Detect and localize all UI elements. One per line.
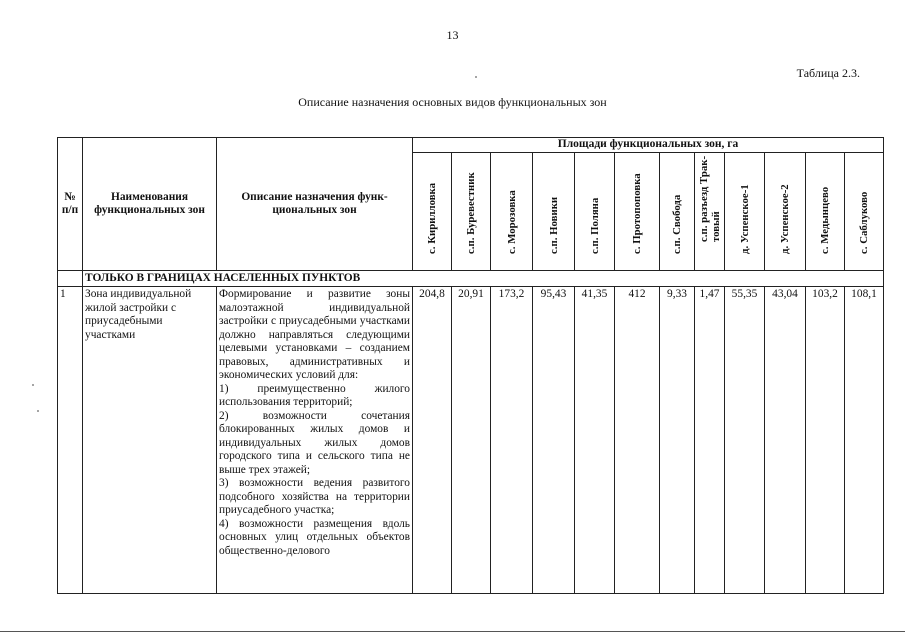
header-zone-description: Описание назначения функ-циональных зон — [217, 138, 413, 271]
settlement-header: с.п. Свобода — [671, 194, 683, 254]
functional-zones-table — [57, 137, 884, 594]
scan-speck — [32, 384, 34, 386]
area-value: 103,2 — [806, 287, 845, 594]
table-title: Описание назначения основных видов функциональных зон — [298, 95, 607, 109]
description-paragraph: 4) возможности размещения вдоль основных улиц отдельных объектов общественно-делового — [219, 517, 410, 557]
area-value: 9,33 — [660, 287, 695, 594]
area-value: 95,43 — [533, 287, 575, 594]
description-paragraph: Формирование и развитие зоны малоэтажной индивидуальной застройки с приусадебными участками должно направляться следующими целевыми установками – созданием правовых, административных и экономических условий для: — [219, 288, 410, 381]
settlement-header: с. Саблуково — [858, 191, 870, 254]
zone-name: Зона индивидуальной жилой застройки с приусадебными участками — [83, 287, 217, 594]
area-value: 20,91 — [452, 287, 491, 594]
table-caption: Таблица 2.3. — [796, 66, 860, 80]
description-paragraph: 1) преимущественно жилого использования территорий; — [219, 382, 410, 408]
settlement-header: с.п. Поляна — [588, 197, 601, 254]
header-zone-name: Наименования функциональных зон — [83, 138, 217, 271]
header-number: № п/п — [58, 138, 83, 271]
area-value: 204,8 — [413, 287, 452, 594]
settlement-header: с.п. Новики — [547, 196, 560, 254]
section-heading: ТОЛЬКО В ГРАНИЦАХ НАСЕЛЕННЫХ ПУНКТОВ — [83, 271, 884, 287]
settlement-header: с. Протопоповка — [631, 173, 643, 254]
settlement-header: с. Морозовка — [505, 190, 518, 254]
row-number: 1 — [58, 287, 83, 594]
scan-speck — [37, 410, 39, 412]
description-paragraph: 3) возможности ведения развитого подсобного хозяйства на территории приусадебного участка; — [219, 477, 410, 516]
settlement-header: с.п. разъезд Трак-товый — [697, 155, 722, 242]
table-row — [58, 287, 884, 594]
area-value: 173,2 — [491, 287, 533, 594]
settlement-header: с. Медынцево — [819, 186, 831, 254]
area-value: 1,47 — [695, 287, 725, 594]
section-number-cell — [58, 271, 83, 287]
page-number: 13 — [446, 28, 459, 42]
area-value: 43,04 — [765, 287, 806, 594]
area-value: 55,35 — [725, 287, 765, 594]
header-zone-areas: Площади функциональных зон, га — [413, 138, 884, 153]
area-value: 41,35 — [575, 287, 615, 594]
area-value: 412 — [615, 287, 660, 594]
settlement-header: с. Кирилловка — [426, 183, 438, 254]
description-paragraph: 2) возможности сочетания блокированных жилых домов и индивидуальных жилых домов городского типа и сельского типа не выше трех этажей; — [219, 409, 410, 476]
settlement-header: д. Успенское-1 — [738, 184, 751, 254]
settlement-header: д. Успенское-2 — [779, 184, 791, 254]
scan-speck — [475, 76, 477, 78]
scan-edge-line — [0, 631, 905, 632]
settlement-header: с.п. Буревестник — [465, 172, 477, 254]
zone-description — [217, 287, 413, 594]
area-value: 108,1 — [845, 287, 884, 594]
